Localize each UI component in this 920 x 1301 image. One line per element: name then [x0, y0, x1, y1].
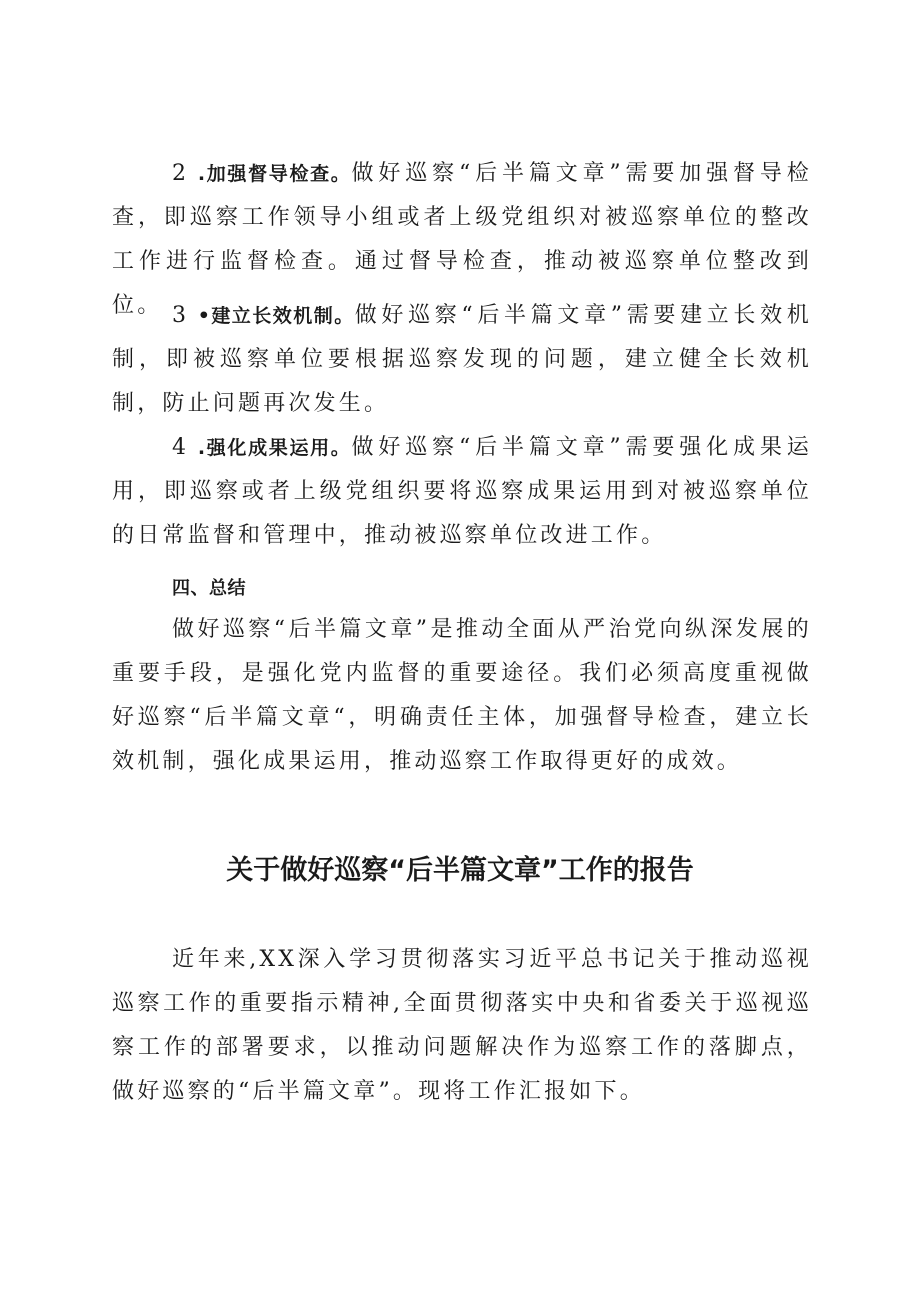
report-intro-paragraph: 近年来,XX深入学习贯彻落实习近平总书记关于推动巡视巡察工作的重要指示精神,全面贯彻落实中央和省委关于巡视巡察工作的部署要求，以推动问题解决作为巡察工作的落脚点，做好巡察的“后半篇文章”。现将工作汇报如下。 — [112, 947, 812, 1104]
section-3-lead: •建立长效机制。 — [197, 305, 355, 327]
section-2-number: 2 — [172, 161, 186, 186]
summary-heading: 四、总结 — [172, 578, 246, 599]
section-3-paragraph — [112, 294, 812, 426]
section-4-paragraph — [112, 426, 812, 558]
section-4-body: 做好巡察“后半篇文章”需要强化成果运用，即巡察或者上级党组织要将巡察成果运用到对被巡察单位的日常监督和管理中，推动被巡察单位改进工作。 — [112, 435, 812, 548]
report-title: 关于做好巡察“后半篇文章”工作的报告 — [226, 855, 694, 886]
section-4-lead: .强化成果运用。 — [197, 437, 352, 459]
section-2-body: 做好巡察“后半篇文章”需要加强督导检查，即巡察工作领导小组或者上级党组织对被巡察单位的整改工作进行监督检查。通过督导检查，推动被巡察单位整改到位。 — [112, 161, 812, 318]
section-3-number: 3 — [172, 303, 186, 328]
summary-paragraph: 做好巡察“后半篇文章”是推动全面从严治党向纵深发展的重要手段，是强化党内监督的重要途径。我们必须高度重视做好巡察“后半篇文章“，明确责任主体，加强督导检查，建立长效机制，强化成果运用，推动巡察工作取得更好的成效。 — [112, 617, 812, 774]
section-4-number: 4 — [172, 435, 186, 460]
section-2-lead: .加强督导检查。 — [197, 163, 352, 185]
section-3-body: 做好巡察“后半篇文章”需要建立长效机制，即被巡察单位要根据巡察发现的问题，建立健全长效机制，防止问题再次发生。 — [112, 303, 812, 416]
